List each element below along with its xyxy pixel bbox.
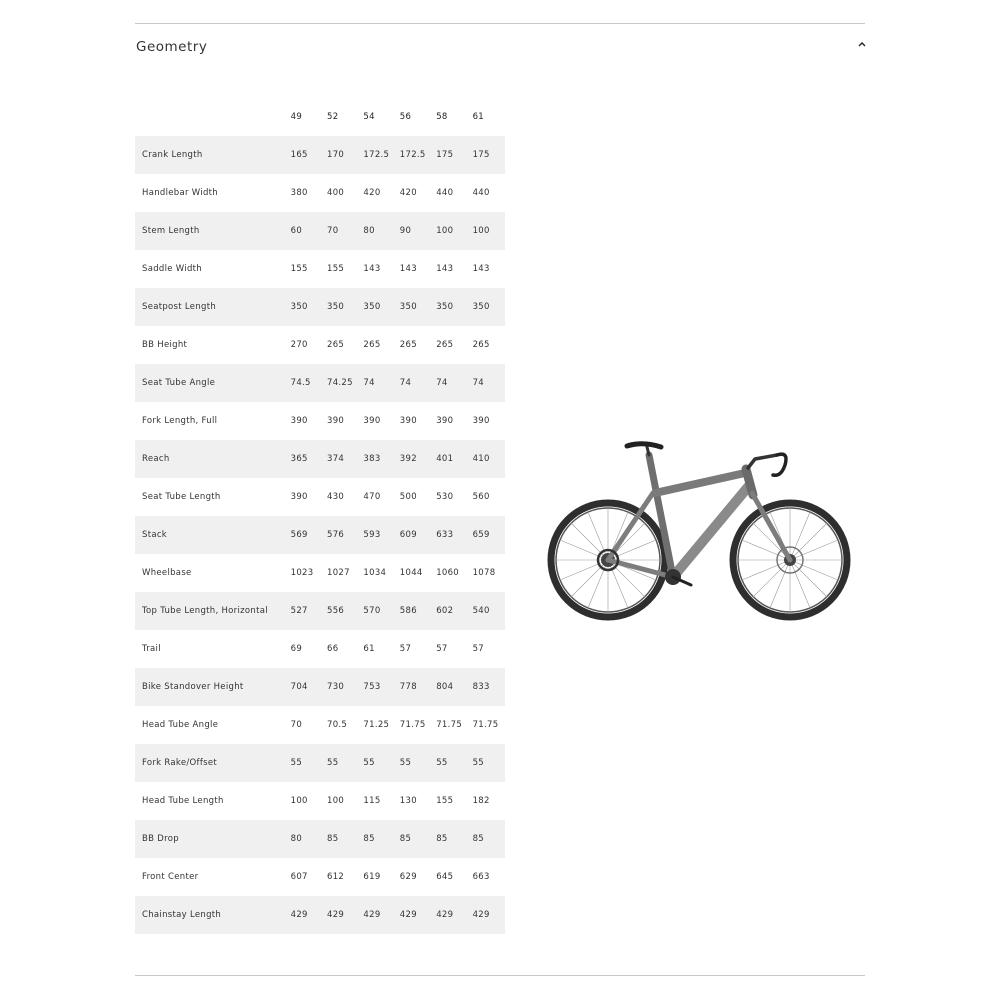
table-cell: 1034 xyxy=(363,568,387,578)
table-cell: 1023 xyxy=(290,568,314,578)
table-row xyxy=(135,782,505,820)
table-cell: 74.5 xyxy=(290,378,311,388)
row-label: Bike Standover Height xyxy=(142,682,244,692)
table-cell: 130 xyxy=(399,796,417,806)
table-cell: 57 xyxy=(399,644,412,654)
table-cell: 383 xyxy=(363,454,381,464)
table-cell: 182 xyxy=(472,796,490,806)
table-cell: 374 xyxy=(327,454,345,464)
table-cell: 170 xyxy=(327,150,345,160)
row-label: Fork Rake/Offset xyxy=(142,758,218,768)
table-cell: 143 xyxy=(399,264,417,274)
table-cell: 115 xyxy=(363,796,381,806)
table-cell: 380 xyxy=(290,188,308,198)
table-cell: 390 xyxy=(399,416,417,426)
table-cell: 165 xyxy=(290,150,308,160)
table-cell: 74.25 xyxy=(327,378,353,388)
table-cell: 70 xyxy=(290,720,303,730)
table-row xyxy=(135,630,505,668)
collapse-chevron-icon[interactable] xyxy=(856,38,868,50)
table-cell: 365 xyxy=(290,454,308,464)
table-cell: 350 xyxy=(472,302,490,312)
row-label: Seat Tube Length xyxy=(142,492,221,502)
table-cell: 100 xyxy=(290,796,308,806)
table-cell: 175 xyxy=(472,150,490,160)
table-cell: 429 xyxy=(399,910,417,920)
table-cell: 420 xyxy=(363,188,381,198)
table-row xyxy=(135,858,505,896)
table-cell: 645 xyxy=(436,872,454,882)
table-cell: 55 xyxy=(472,758,484,768)
table-cell: 155 xyxy=(436,796,454,806)
table-cell: 350 xyxy=(363,302,381,312)
table-cell: 100 xyxy=(436,226,454,236)
table-row xyxy=(135,744,505,782)
row-label: Head Tube Length xyxy=(142,796,224,806)
table-cell: 429 xyxy=(327,910,345,920)
top-divider xyxy=(135,23,865,24)
table-cell: 270 xyxy=(290,340,308,350)
table-cell: 85 xyxy=(436,834,448,844)
table-cell: 390 xyxy=(327,416,345,426)
table-cell: 470 xyxy=(363,492,381,502)
table-row xyxy=(135,174,505,212)
table-cell: 55 xyxy=(436,758,448,768)
table-cell: 659 xyxy=(472,530,490,540)
table-row xyxy=(135,896,505,934)
table-cell: 429 xyxy=(472,910,490,920)
table-cell: 172.5 xyxy=(399,150,426,160)
table-cell: 350 xyxy=(399,302,417,312)
table-cell: 74 xyxy=(363,378,375,388)
table-cell: 350 xyxy=(290,302,308,312)
row-label: Fork Length, Full xyxy=(142,416,218,426)
table-row xyxy=(135,554,505,592)
table-cell: 143 xyxy=(363,264,381,274)
table-cell: 390 xyxy=(472,416,490,426)
table-cell: 612 xyxy=(327,872,345,882)
table-cell: 80 xyxy=(290,834,303,844)
table-cell: 570 xyxy=(363,606,381,616)
table-cell: 85 xyxy=(399,834,412,844)
row-label: Stack xyxy=(142,530,168,540)
table-row xyxy=(135,250,505,288)
table-cell: 100 xyxy=(327,796,345,806)
size-header: 58 xyxy=(436,112,448,122)
table-cell: 265 xyxy=(436,340,454,350)
table-cell: 633 xyxy=(436,530,454,540)
table-cell: 440 xyxy=(472,188,490,198)
row-label: Stem Length xyxy=(142,226,200,236)
table-cell: 609 xyxy=(399,530,417,540)
table-cell: 155 xyxy=(327,264,345,274)
table-cell: 55 xyxy=(363,758,375,768)
table-cell: 74 xyxy=(399,378,412,388)
row-label: Seat Tube Angle xyxy=(142,378,216,388)
table-cell: 74 xyxy=(436,378,448,388)
table-cell: 55 xyxy=(327,758,339,768)
table-cell: 560 xyxy=(472,492,490,502)
row-label: Handlebar Width xyxy=(142,188,218,198)
table-row xyxy=(135,516,505,554)
table-cell: 80 xyxy=(363,226,375,236)
table-cell: 69 xyxy=(290,644,303,654)
table-cell: 527 xyxy=(290,606,308,616)
table-cell: 429 xyxy=(363,910,381,920)
table-cell: 265 xyxy=(472,340,490,350)
table-cell: 390 xyxy=(363,416,381,426)
table-row xyxy=(135,402,505,440)
table-cell: 90 xyxy=(399,226,412,236)
table-cell: 569 xyxy=(290,530,308,540)
table-cell: 143 xyxy=(472,264,490,274)
row-label: Crank Length xyxy=(142,150,203,160)
table-cell: 74 xyxy=(472,378,484,388)
table-cell: 804 xyxy=(436,682,454,692)
table-row xyxy=(135,326,505,364)
table-cell: 265 xyxy=(399,340,417,350)
table-cell: 833 xyxy=(472,682,490,692)
table-cell: 100 xyxy=(472,226,490,236)
table-cell: 753 xyxy=(363,682,381,692)
header-corner xyxy=(135,98,287,136)
row-label: BB Drop xyxy=(142,834,179,844)
table-cell: 175 xyxy=(436,150,454,160)
table-row xyxy=(135,668,505,706)
row-label: Head Tube Angle xyxy=(142,720,219,730)
table-cell: 602 xyxy=(436,606,454,616)
size-header-row xyxy=(135,98,505,136)
table-cell: 265 xyxy=(327,340,345,350)
table-cell: 430 xyxy=(327,492,345,502)
table-cell: 607 xyxy=(290,872,308,882)
table-cell: 55 xyxy=(399,758,412,768)
table-cell: 390 xyxy=(290,416,308,426)
bike-image xyxy=(545,435,855,625)
size-header: 49 xyxy=(290,112,303,122)
table-cell: 85 xyxy=(472,834,484,844)
geometry-table xyxy=(135,98,505,934)
table-cell: 1044 xyxy=(399,568,423,578)
table-cell: 155 xyxy=(290,264,308,274)
table-cell: 663 xyxy=(472,872,490,882)
section-title[interactable]: Geometry xyxy=(136,39,208,55)
table-cell: 70 xyxy=(327,226,339,236)
row-label: Chainstay Length xyxy=(142,910,222,920)
table-cell: 350 xyxy=(327,302,345,312)
table-row xyxy=(135,478,505,516)
table-cell: 392 xyxy=(399,454,417,464)
table-row xyxy=(135,212,505,250)
table-cell: 55 xyxy=(290,758,303,768)
row-label: Wheelbase xyxy=(142,568,192,578)
table-row xyxy=(135,288,505,326)
row-label: Reach xyxy=(142,454,170,464)
table-cell: 429 xyxy=(436,910,454,920)
table-cell: 500 xyxy=(399,492,417,502)
table-cell: 350 xyxy=(436,302,454,312)
table-cell: 576 xyxy=(327,530,345,540)
row-label: Front Center xyxy=(142,872,199,882)
table-row xyxy=(135,364,505,402)
table-cell: 629 xyxy=(399,872,417,882)
table-cell: 704 xyxy=(290,682,308,692)
size-header: 52 xyxy=(327,112,339,122)
table-row xyxy=(135,592,505,630)
table-cell: 71.75 xyxy=(399,720,426,730)
table-cell: 420 xyxy=(399,188,417,198)
row-label: BB Height xyxy=(142,340,188,350)
table-row xyxy=(135,440,505,478)
size-header: 61 xyxy=(472,112,484,122)
table-row xyxy=(135,820,505,858)
table-cell: 401 xyxy=(436,454,454,464)
table-cell: 429 xyxy=(290,910,308,920)
table-cell: 778 xyxy=(399,682,417,692)
table-cell: 593 xyxy=(363,530,381,540)
table-cell: 66 xyxy=(327,644,339,654)
table-cell: 57 xyxy=(436,644,448,654)
table-cell: 540 xyxy=(472,606,490,616)
table-row xyxy=(135,706,505,744)
table-cell: 390 xyxy=(436,416,454,426)
table-cell: 400 xyxy=(327,188,345,198)
row-label: Trail xyxy=(142,644,161,654)
table-cell: 730 xyxy=(327,682,345,692)
table-cell: 60 xyxy=(290,226,303,236)
table-cell: 71.75 xyxy=(472,720,499,730)
table-cell: 85 xyxy=(327,834,339,844)
bottom-divider xyxy=(135,975,865,976)
table-cell: 71.75 xyxy=(436,720,463,730)
table-cell: 556 xyxy=(327,606,345,616)
table-cell: 85 xyxy=(363,834,375,844)
table-cell: 410 xyxy=(472,454,490,464)
size-header: 54 xyxy=(363,112,375,122)
table-cell: 265 xyxy=(363,340,381,350)
table-cell: 71.25 xyxy=(363,720,390,730)
row-label: Saddle Width xyxy=(142,264,202,274)
table-cell: 1078 xyxy=(472,568,496,578)
table-row xyxy=(135,136,505,174)
table-cell: 172.5 xyxy=(363,150,390,160)
table-cell: 1060 xyxy=(436,568,460,578)
table-cell: 530 xyxy=(436,492,454,502)
table-cell: 586 xyxy=(399,606,417,616)
size-header: 56 xyxy=(399,112,412,122)
table-cell: 143 xyxy=(436,264,454,274)
table-cell: 440 xyxy=(436,188,454,198)
table-cell: 390 xyxy=(290,492,308,502)
table-cell: 619 xyxy=(363,872,381,882)
table-cell: 1027 xyxy=(327,568,350,578)
row-label: Seatpost Length xyxy=(142,302,217,312)
row-label: Top Tube Length, Horizontal xyxy=(142,606,268,616)
table-cell: 61 xyxy=(363,644,375,654)
table-cell: 70.5 xyxy=(327,720,348,730)
table-cell: 57 xyxy=(472,644,484,654)
